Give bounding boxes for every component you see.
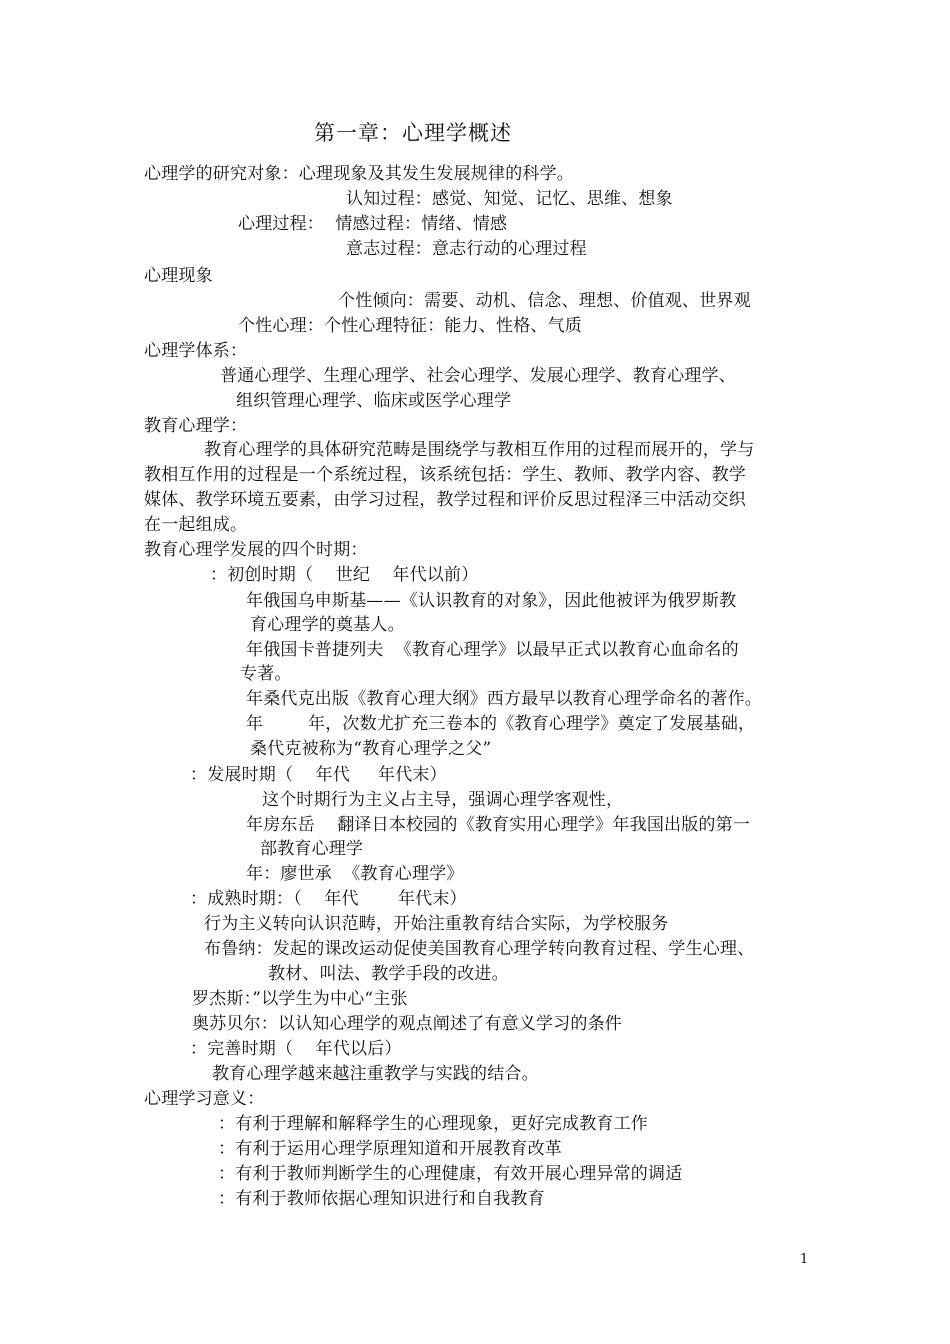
text-line: 桑代克被称为“教育心理学之父” xyxy=(250,739,492,759)
text-line: 心理学习意义： xyxy=(144,1089,265,1109)
text-line: 个性倾向：需要、动机、信念、理想、价值观、世界观 xyxy=(338,291,751,311)
text-line: 认知过程：感觉、知觉、记忆、思维、想象 xyxy=(346,189,673,209)
text-line: ：有利于教师判断学生的心理健康，有效开展心理异常的调适 xyxy=(218,1164,683,1184)
text-line: 年：廖世承 《教育心理学》 xyxy=(246,864,464,884)
text-line: 教相互作用的过程是一个系统过程，该系统包括：学生、教师、教学内容、教学 xyxy=(144,465,746,485)
text-line: 年桑代克出版《教育心理大纲》西方最早以教育心理学命名的著作。 xyxy=(246,689,762,709)
text-line: 行为主义转向认识范畴，开始注重教育结合实际，为学校服务 xyxy=(204,914,669,934)
text-line: 心理学体系： xyxy=(144,341,248,361)
text-line: 年俄国卡普捷列夫 《教育心理学》以最早正式以教育心血命名的 xyxy=(246,640,739,660)
text-line: 意志过程：意志行动的心理过程 xyxy=(346,239,587,259)
text-line: 教育心理学越来越注重教学与实践的结合。 xyxy=(212,1064,539,1084)
text-line: 心理过程： 情感过程：情绪、情感 xyxy=(238,214,508,234)
text-line: 个性心理：个性心理特征：能力、性格、气质 xyxy=(238,316,582,336)
text-line: 在一起组成。 xyxy=(144,515,248,535)
text-line: 心理学的研究对象：心理现象及其发生发展规律的科学。 xyxy=(144,164,574,184)
page-title: 第一章：心理学概述 xyxy=(314,121,512,145)
text-line: ：发展时期（ 年代 年代末） xyxy=(190,765,447,785)
text-line: ：成熟时期：（ 年代 年代末） xyxy=(190,889,467,909)
text-line: 组织管理心理学、临床或医学心理学 xyxy=(236,391,512,411)
text-line: 心理现象 xyxy=(144,266,213,286)
text-line: 奥苏贝尔：以认知心理学的观点阐述了有意义学习的条件 xyxy=(192,1014,622,1034)
text-line: 年房东岳 翻译日本校园的《教育实用心理学》年我国出版的第一 xyxy=(246,815,751,835)
text-line: 教育心理学的具体研究范畴是围绕学与教相互作用的过程而展开的，学与 xyxy=(204,440,755,460)
text-line: 育心理学的奠基人。 xyxy=(250,615,405,635)
text-line: 教材、叫法、教学手段的改进。 xyxy=(268,964,509,984)
text-line: 年俄国乌申斯基——《认识教育的对象》，因此他被评为俄罗斯教 xyxy=(246,591,737,611)
text-line: 专著。 xyxy=(240,664,292,684)
text-line: 部教育心理学 xyxy=(260,839,364,859)
text-line: 年 年，次数尤扩充三卷本的《教育心理学》奠定了发展基础， xyxy=(246,714,756,734)
text-line: 普通心理学、生理心理学、社会心理学、发展心理学、教育心理学、 xyxy=(220,366,736,386)
text-line: ：初创时期（ 世纪 年代以前） xyxy=(210,565,479,585)
text-line: ：有利于教师依据心理知识进行和自我教育 xyxy=(218,1189,545,1209)
text-line: 教育心理学： xyxy=(144,416,248,436)
text-line: 罗杰斯：”以学生为中心“主张 xyxy=(192,989,408,1009)
page-number: 1 xyxy=(800,1252,809,1267)
text-line: 教育心理学发展的四个时期： xyxy=(144,540,368,560)
text-line: ：有利于运用心理学原理知道和开展教育改革 xyxy=(218,1139,562,1159)
text-line: 布鲁纳：发起的课改运动促使美国教育心理学转向教育过程、学生心理、 xyxy=(204,939,755,959)
text-line: ：完善时期（ 年代以后） xyxy=(190,1039,402,1059)
text-line: ：有利于理解和解释学生的心理现象，更好完成教育工作 xyxy=(218,1114,648,1134)
text-line: 这个时期行为主义占主导，强调心理学客观性， xyxy=(262,790,624,810)
text-line: 媒体、教学环境五要素，由学习过程，教学过程和评价反思过程泽三中活动交织 xyxy=(144,490,746,510)
